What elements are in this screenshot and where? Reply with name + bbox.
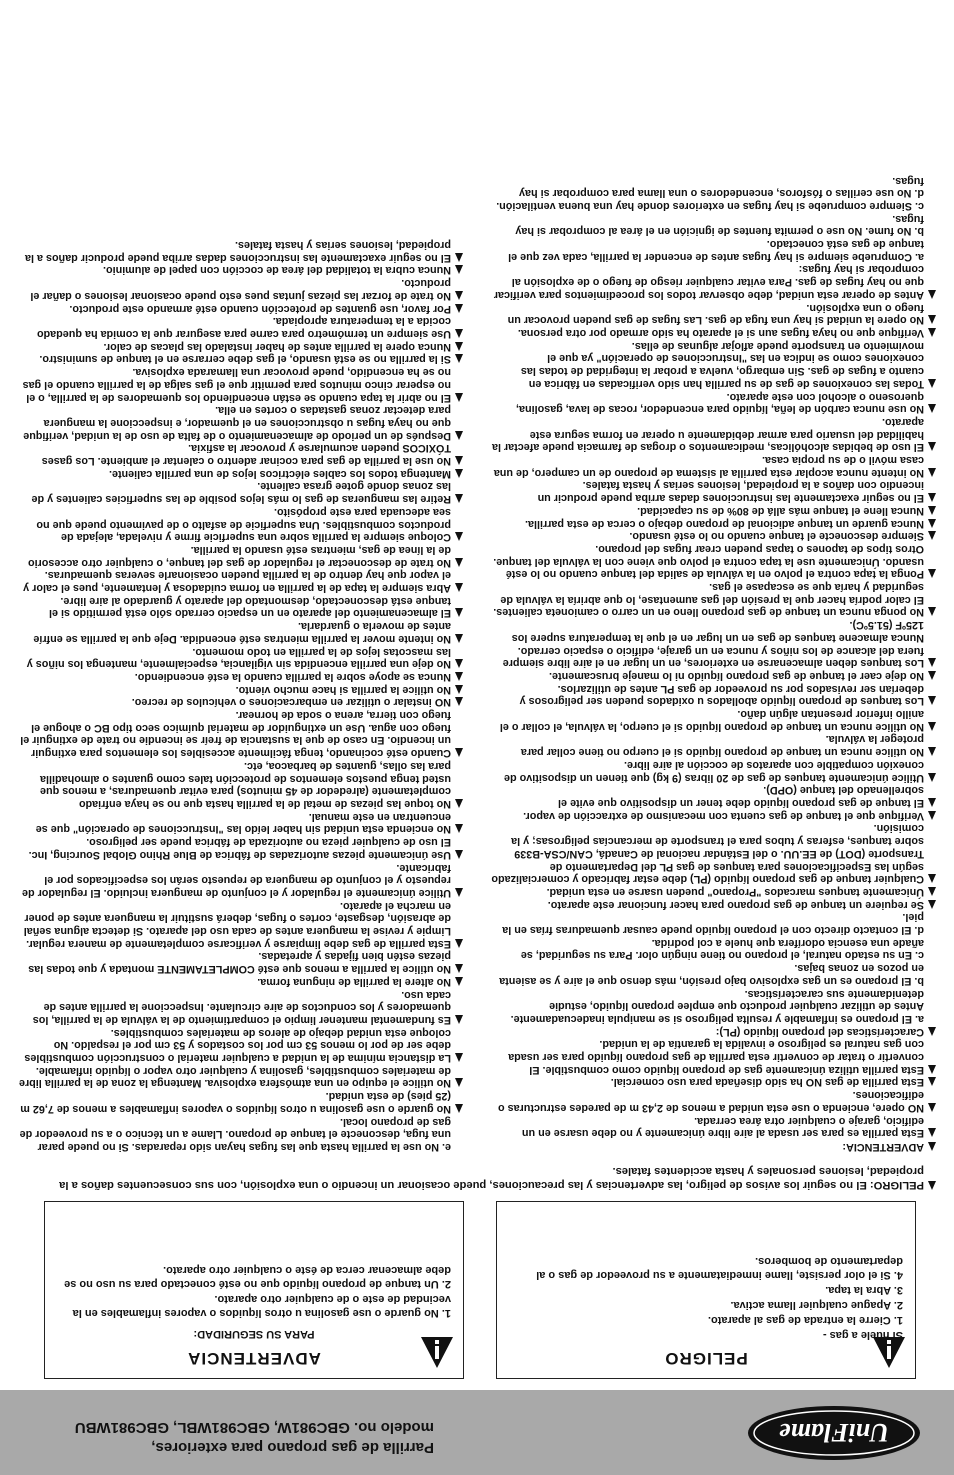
- warning-item: No ponga nunca un tanque de gas propano lleno en un carro o camioneta calientes. El calor podría hacer que la presión del gas aumentase, lo que abriría la válvula de seguridad y haría que se escapase el gas.: [491, 580, 936, 618]
- warning-item: El tanque de gas propano líquido debe tener un dispositivo que evite el sobrellenado del tanque (OPD).: [491, 784, 936, 809]
- title-line-1: Parrilla de gas propano para exteriores,: [151, 1439, 434, 1456]
- peligro-box: [496, 1201, 916, 1379]
- peligro-item: 2. Apague cualquier llama activa.: [730, 1299, 903, 1311]
- warning-item: Use únicamente piezas autorizadas de fábrica de Blue Rhino Global Sourcing, Inc. El uso de cualquier pieza no autorizada de fábrica puede ser peligroso.: [18, 835, 463, 860]
- warning-item: No utilice la parrilla a menos que esté COMPLETAMENTE montada y que todas las piezas estén bien fijadas y apretadas.: [18, 950, 463, 975]
- advertencia-title: ADVERTENCIA: [187, 1349, 321, 1368]
- uniflame-logo: [744, 1403, 924, 1463]
- warning-item: No opere la unidad si hay una fuga de gas. Las fugas de gas pueden provocar un fuego o una explosión.: [491, 301, 936, 326]
- peligro-item: Si huele a gas -: [822, 1329, 903, 1341]
- product-title: [24, 1417, 434, 1457]
- warning-item: Abra siempre la tapa de la parrilla en forma cuidadosa y lentamente, pues el calor y el vapor que hay dentro de la parrilla pueden ocasionarle severas quemaduras.: [18, 569, 463, 594]
- warning-item: Siempre desconecte el tanque cuando no lo esté usando.: [491, 530, 936, 543]
- sub-item: d. No use cerillas o fósforos, encendedores o una llama para comprobar si hay fugas.: [518, 174, 924, 200]
- warning-item: El no abrir la tapa cuando se están encendiendo los quemadores de la parrilla, o el no esperar cinco minutos para permitir que el gas salga de la parrilla cuando el gas no se ha encendido, puede provocar una llamarada explosiva.: [18, 365, 463, 403]
- warning-item: No altere la parrilla de ninguna forma.: [18, 975, 463, 988]
- warning-item: No deje caer el tanque de gas propano líquido ni lo maneje bruscamente.: [491, 669, 936, 682]
- warning-item: No utilice el equipo en una atmósfera explosiva. Mantenga la zona de la parrilla libre de materiales combustibles, gasolina y cualquier otro vapor o líquido inflamable.: [18, 1064, 463, 1089]
- warning-item: Use siempre un termómetro para carne para asegurar que la comida ha quedado cocida a la temperatura apropiada.: [18, 315, 463, 340]
- warning-item: Esta parrilla utiliza únicamente gas de propano líquido como combustible. El convertir o tratar de convertir esta parrilla de gas propano líquido para ser usada con gas natural es peligroso e invalida la garantía de la unidad.: [491, 1038, 936, 1076]
- peligro-items: [509, 1253, 903, 1342]
- warning-item: No toque las piezas de metal de la parrilla hasta que no se haya enfriado completamente (alrededor de 45 minutos) para evitar quemaduras, a menos que usted tenga puestos elementos de protección tales como guantes o almohadilla para las ollas, guantes de barbacoa, etc.: [18, 759, 463, 810]
- warning-item: No use nunca carbón de leña, líquido para encendedor, rocas de lava, gasolina, queroseno o alcohol con este aparato.: [491, 390, 936, 415]
- warning-item: Esta parrilla es para ser usada al aire libre únicamente y no debe usarse en un edificio, garaje o cualquier otra área cerrada.: [491, 1114, 936, 1139]
- warning-columns: [18, 13, 936, 1153]
- warning-item: Ponga la tapa contra el polvo en la válvula de salida del tanque cuando no lo esté usando. Únicamente use la tapa contra el polvo que viene con la válvula del tanque. Otros tipos de tapones o tapas pueden crear fugas del propano.: [491, 542, 936, 580]
- warning-item: Nunca llene el tanque más allá de 80% de su capacidad.: [491, 504, 936, 517]
- warning-item: No utilice nunca un tanque de propano líquido si el cuerpo, la válvula, el collar o el anillo inferior presentan algún daño.: [491, 707, 936, 732]
- warning-item: Mantenga todos los cables eléctricos lejos de una parrilla caliente.: [18, 467, 463, 480]
- warning-item: NO instalar o utilizar en embarcaciones o vehículos de recreo.: [18, 696, 463, 709]
- warning-item: Los tanques de propano líquido abollados u oxidados pueden ser peligrosos y deberían ser revisados por su proveedor de gas PL antes de utilizarlos.: [491, 682, 936, 707]
- warning-item: Coloque siempre la parrilla sobre una superficie firme y nivelada, alejada de productos combustibles. Una superficie de asfalto o de pavimento puede que no sea adecuada para este propósito.: [18, 505, 463, 543]
- header-bar: [0, 1390, 954, 1475]
- warning-item: Esta parrilla de gas NO ha sido diseñada para uso comercial.: [491, 1076, 936, 1089]
- advertencia-item: 1. No guarde o use gasolina u otros líquidos o vapores inflamables en la vecindad de este o de cualquier otro aparato.: [72, 1293, 451, 1319]
- warning-item: Es fundamental mantener limpio el compartimiento de la válvula de la parrilla, los quemadores y los conductos de aire circulante. Inspeccione la parrilla antes de cada uso.: [18, 988, 463, 1026]
- sub-item: a. Compruebe siempre si hay fugas antes de encender la parrilla, cada vez que el tanque de gas está conectado.: [508, 238, 924, 263]
- warning-item: Antes de operar esta unidad, debe observar todos los procedimientos para verificar que no hay fugas de gas. Para evitar cualquier riesgo de fuego o de explosión al comprobar si hay fugas:: [491, 263, 936, 301]
- advertencia-box: [44, 1201, 464, 1379]
- column-right: [18, 13, 463, 1153]
- column-left: [491, 13, 936, 1153]
- warning-item: No utilice la parrilla si hace mucho viento.: [18, 683, 463, 696]
- peligro-item: 3. Abra la tapa.: [825, 1284, 903, 1296]
- warning-item: Todas las conexiones de gas de su parrilla han sido verificadas en fábrica en cuanto a fugas de gas. Sin embargo, vuelva a probar la integridad de todas las conexiones como se indica en las "Instrucciones de operación" ya que el movimiento en transporte puede aflojar algunas de ellas.: [491, 339, 936, 390]
- warning-item: No use la parrilla de gas para cocinar adentro o calentar el ambiente. Los gases TÓXICOS pueden acumularse y provocar la asfixia.: [18, 442, 463, 467]
- warning-item: Los tanques deben almacenarse en exteriores, en un lugar en el aire libre siempre fuera del alcance de los niños y nunca en un garaje, edificio o espacio cerrado. Nunca almacene tanques de gas en un lugar en el que la temperatura supere los 125ºF (51.5ºC).: [491, 618, 936, 669]
- warning-item: Utilice únicamente tanques de gas de 20 libras (9 kg) que tienen un dispositivo de conexión compatible con aparatos de cocción al aire libre.: [491, 758, 936, 783]
- warning-item: Verifique que el tanque de gas cuenta con mecanismo de extracción de vapor.: [491, 809, 936, 822]
- warning-item: Esta parrilla de gas debe limpiarse y verificarse completamente de manera regular. Limpie y revise la manguera antes de cada uso del aparato. Si detecta alguna señal de abrasión, desgaste, cortes o fugas, deberá sustituir la manguera antes de poner en marcha el aparato.: [18, 899, 463, 950]
- sub-item: a. El propano es inflamable y resulta peligroso si se manipula inadecuadamente. Antes de utilizar cualquier producto que emplee propano líquido, estudie detenidamente sus características.: [510, 987, 924, 1025]
- warning-item: Características del propano líquido (PL):: [491, 1025, 936, 1038]
- warning-item: No intente nunca acoplar esta parrilla al sistema de propano de un campero, de una casa móvil o de su propia casa.: [491, 453, 936, 478]
- warning-item: Se requiere un tanque de gas propano para hacer funcionar este aparato.: [491, 898, 936, 911]
- warning-item: Nunca guarde un tanque adicional de propano debajo o cerca de esta parrilla.: [491, 517, 936, 530]
- warning-item: Retire las mangueras de gas lo más lejos posible de las superficies calientes y de las zonas donde gotee grasa caliente.: [18, 480, 463, 505]
- warning-item: Nunca se apoye sobre la parrilla cuando la esté encendiendo.: [18, 670, 463, 683]
- peligro-item: 1. Cierre la entrada de gas al aparato.: [707, 1314, 903, 1326]
- warning-item: Por favor, use guantes de protección cuando esté armando este producto.: [18, 302, 463, 315]
- sub-item: b. No fume. No use o permita fuentes de ignición en el área al comprobar si hay fugas.: [515, 212, 924, 238]
- warning-item: El uso de bebidas alcohólicas, medicamentos o drogas de farmacia puede afectar la habilidad del usuario para armar debidamente u operar en forma segura este aparato.: [491, 415, 936, 453]
- warning-item: No trate de desconectar el regulador de gas del tanque, o cualquier otro accesorio de la línea de gas, mientras esté usando la parrilla.: [18, 543, 463, 568]
- danger-statement: PELIGRO: El no seguir los avisos de peligro, las advertencias y las precauciones, puede ocasionar un incendio o una explosión, con sus consecuentes daños a la propiedad, lesiones personales y hasta accidentes fatales.: [6, 1164, 936, 1192]
- warning-item: No utilice nunca un tanque de propano líquido si el cuerpo no tiene collar para proteger la válvula.: [491, 733, 936, 758]
- sub-item: d. El contacto directo con el propano líquido puede causar quemaduras frías en la piel.: [502, 911, 924, 937]
- warning-item: El no seguir exactamente las instrucciones dadas arriba puede producir un incendio con daños a la propiedad, lesiones serias y hasta fatales.: [491, 479, 936, 504]
- warning-item: Cualquier tanque de gas propano líquido (PL) debe estar fabricado y comercializado según las Especificaciones para tanques de gas PL del Departamento de Transporte (DOT) de EE.UU. o del Estándar nacional de Canadá, CAN/CSA-B339 sobre tanques, esferas y tubos para el transporte de mercancías peligrosas; y la comisión.: [491, 822, 936, 886]
- sub-item: b. El propano es un gas explosivo bajo presión, más denso que el aire y se asienta en pozos en zonas bajas.: [499, 962, 924, 987]
- warning-item: La distancia mínima de la unidad a cualquier material o construcción combustibles debe ser de por lo menos 53 cm por los costados y 53 cm por el respaldo. No coloque esta unidad debajo de aleros de materiales combustibles.: [18, 1026, 463, 1064]
- warning-item: Verifique que no haya fugas aun si el aparato ha sido armado por otra persona.: [491, 326, 936, 339]
- sub-item: c. Siempre compruebe si hay fugas en exteriores donde hay una buena ventilación.: [496, 199, 924, 212]
- warning-item: No trate de forzar las piezas juntas pues esto puede ocasionar lesiones o dañar el producto.: [18, 276, 463, 301]
- warning-item: Nunca cubra la totalidad del área de cocción con papel de aluminio.: [18, 264, 463, 277]
- warning-item: NO opere, encienda o use esta unidad a menos de 2,43 m de paredes estructuras o edificaciones.: [491, 1088, 936, 1113]
- section-heading: ADVERTENCIA:: [491, 1140, 936, 1153]
- advertencia-item: 2. Un tanque de propano líquido que no esté conectado para su uso no se debe almacenar cerca de éste o cualquier otro aparato.: [64, 1264, 451, 1290]
- warning-item: Si la parrilla no se está usando, el gas debe cerrarse en el tanque de suministro.: [18, 353, 463, 366]
- warning-item: Únicamente tanques marcados "Propano" pueden usarse en esta unidad.: [491, 885, 936, 898]
- advertencia-subtitle: PARA SU SEGURIDAD:: [193, 1328, 315, 1340]
- logo-text: UniFlame: [779, 1418, 889, 1447]
- title-line-2: modelo no. GBC981W, GBC981WBL, GBC981WBU: [74, 1419, 434, 1436]
- sub-item: e. No use la parrilla hasta que las fugas hayan sido reparadas. Si no puede parar una fuga, desconecte el tanque de propano. Llame a un técnico o a su proveedor de gas de propano local.: [19, 1115, 451, 1153]
- warning-item: No deje una parrilla encendida sin vigilancia, especialmente, mantenga los niños y las mascotas lejos de la parrilla en todo momento.: [18, 645, 463, 670]
- peligro-title: PELIGRO: [664, 1349, 748, 1368]
- advertencia-items: [57, 1262, 451, 1320]
- warning-item: El almacenamiento del aparato en un espacio cerrado sólo está permitido si el tanque está desconectado, desmontado del aparato y guardado al aire libre.: [18, 594, 463, 619]
- warning-item: Utilice únicamente el regulador y el conjunto de manguera incluido. El regulador de repuesto y el conjunto de manguera de repuesto serán los especificados por el fabricante.: [18, 861, 463, 899]
- warning-item: Nunca opere la parrilla antes de haber instalado las placas de calor.: [18, 340, 463, 353]
- sub-item: c. En su estado natural, el propano no tiene ningún olor. Para su seguridad, se añade una esencia odorífera que huele a col podrida.: [520, 936, 924, 962]
- warning-item: No encienda esta unidad sin haber leído las "Instrucciones de operación" que se encuentran en este manual.: [18, 810, 463, 835]
- warning-item: No guarde o use gasolina u otros líquidos o vapores inflamables a menos de 7,62 m (25 pies) de esta unidad.: [18, 1089, 463, 1114]
- warning-item: Después de un periodo de almacenamiento o de falta de uso de la unidad, verifique que no haya fugas u obstrucciones en el quemador, e inspeccione la manguera para detectar zonas gastadas o cortes en ella.: [18, 404, 463, 442]
- warning-item: El no seguir exactamente las instrucciones dadas arriba puede producir daños a la propiedad, lesiones serias y hasta fatales.: [18, 238, 463, 263]
- warning-item: Cuando esté cocinando, tenga fácilmente accesibles los elementos para extinguir un incendio. En caso de que la sustancia de freír se incendie no trate de extinguir el fuego con agua. Use un extinguidor de material químico seco tipo BC o ahogue el fuego con tierra, arena o soda de hornear.: [18, 708, 463, 759]
- peligro-item: 4. Si el olor persiste, llame inmediatamente a su proveedor de gas o al departamento de bomberos.: [536, 1255, 903, 1281]
- warning-item: No intente mover la parrilla mientras esté encendida. Deje que la parrilla se enfríe antes de moverla o guardarla.: [18, 619, 463, 644]
